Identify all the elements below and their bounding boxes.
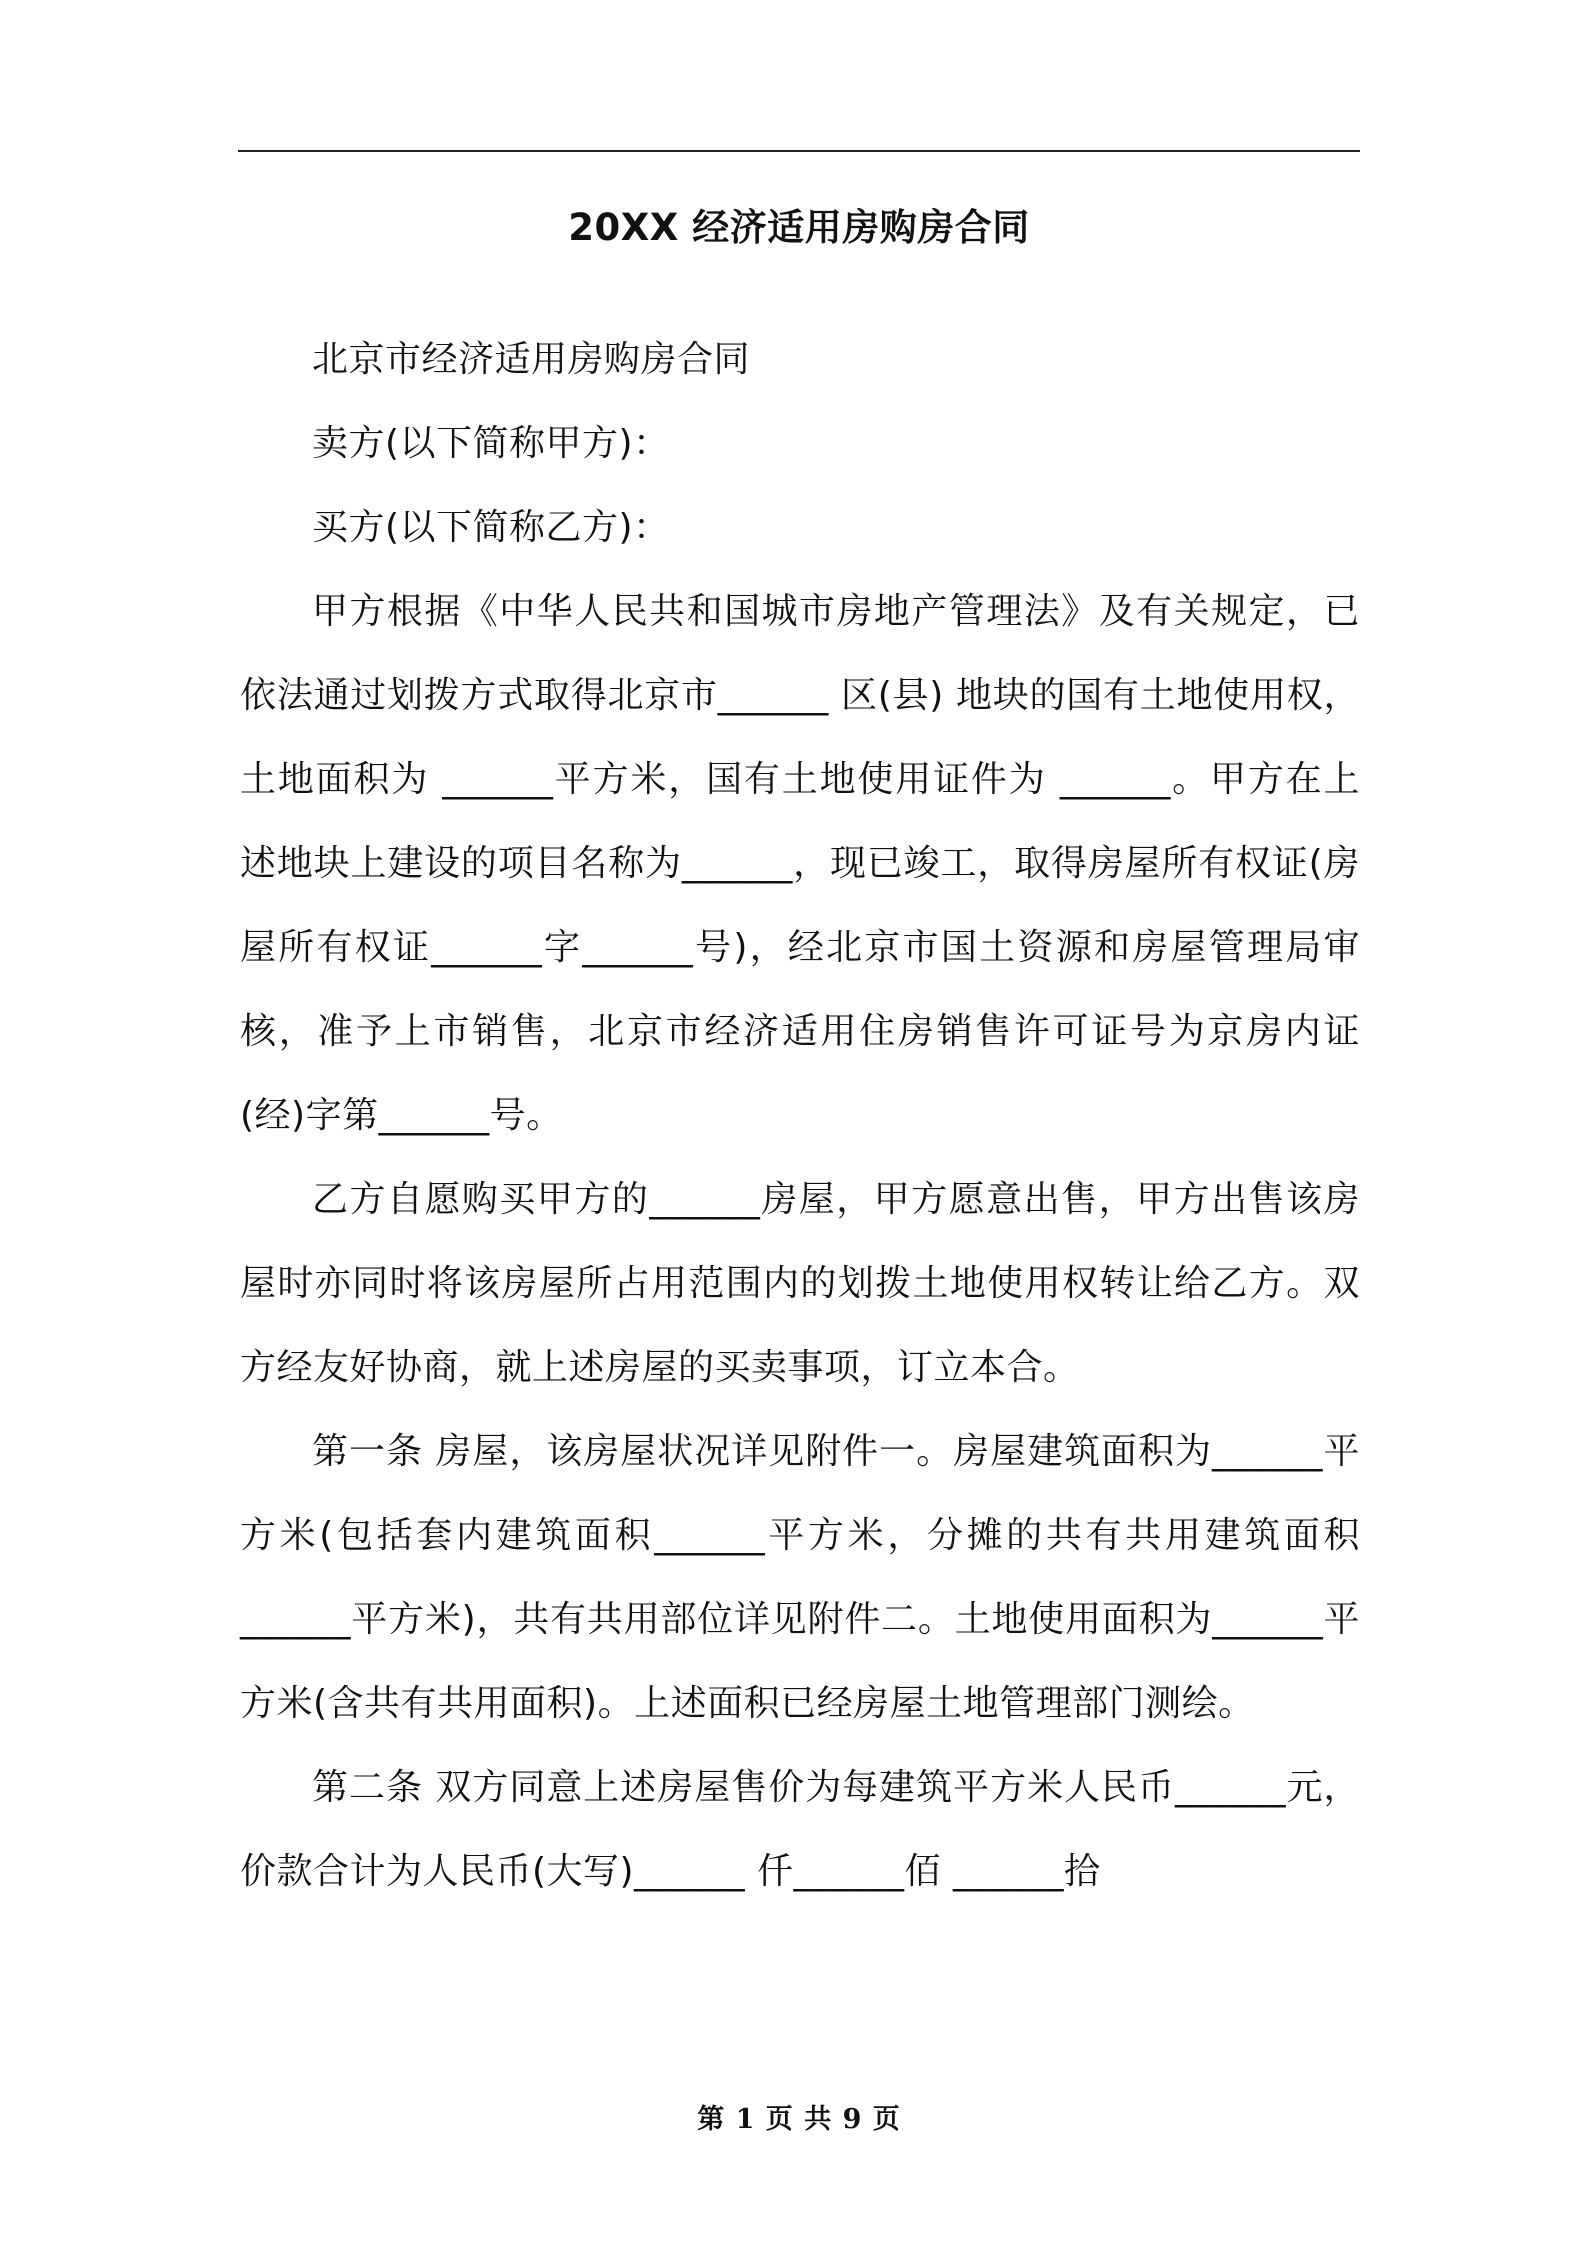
document-title: 20XX 经济适用房购房合同 bbox=[568, 206, 1030, 249]
subtitle-paragraph: 北京市经济适用房购房合同 bbox=[312, 339, 751, 380]
seller-paragraph: 卖方(以下简称甲方)： bbox=[312, 423, 670, 464]
header-rule bbox=[238, 150, 1360, 152]
page-number: 第 1 页 共 9 页 bbox=[697, 2104, 901, 2135]
article-1-paragraph: 第一条 房屋，该房屋状况详见附件一。房屋建筑面积为______平方米(包括套内建筑面积______平方米，分摊的共有共用建筑面积______平方米)，共有共用部位详见附件二。土地使用面积为______平方米(含共有共用面积)。上述面积已经房屋土地管理部门测绘。 bbox=[240, 1431, 1360, 1724]
document-body bbox=[240, 318, 1360, 1914]
agreement-paragraph: 乙方自愿购买甲方的______房屋，甲方愿意出售，甲方出售该房屋时亦同时将该房屋所占用范围内的划拨土地使用权转让给乙方。双方经友好协商，就上述房屋的买卖事项，订立本合。 bbox=[240, 1179, 1360, 1388]
article-2-paragraph: 第二条 双方同意上述房屋售价为每建筑平方米人民币______元，价款合计为人民币(大写)______ 仟______佰 ______拾 bbox=[240, 1767, 1360, 1892]
buyer-paragraph: 买方(以下简称乙方)： bbox=[312, 507, 670, 548]
preamble-paragraph: 甲方根据《中华人民共和国城市房地产管理法》及有关规定，已依法通过划拨方式取得北京市______ 区(县) 地块的国有土地使用权，土地面积为 ______平方米，国有土地使用证件为 ______。甲方在上述地块上建设的项目名称为______，现已竣工，取得房屋所有权证(房屋所有权证______字______号)，经北京市国土资源和房屋管理局审核，准予上市销售，北京市经济适用住房销售许可证号为京房内证(经)字第______号。 bbox=[240, 591, 1360, 1136]
